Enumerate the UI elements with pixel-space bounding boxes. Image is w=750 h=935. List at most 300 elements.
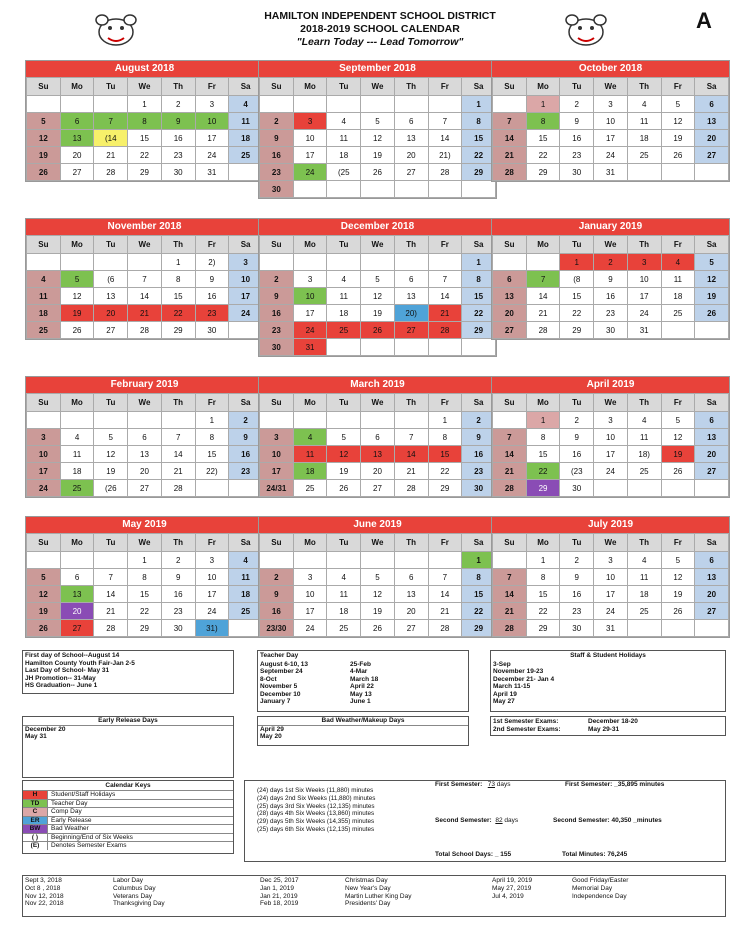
- day-cell[interactable]: 27: [493, 322, 527, 339]
- day-cell[interactable]: 3: [594, 96, 628, 113]
- day-cell[interactable]: 15: [428, 446, 462, 463]
- day-cell[interactable]: 18: [627, 586, 661, 603]
- day-cell[interactable]: 2: [161, 96, 195, 113]
- day-cell[interactable]: 11: [293, 446, 327, 463]
- day-cell[interactable]: 26: [695, 305, 729, 322]
- day-cell[interactable]: 21: [428, 603, 462, 620]
- day-cell[interactable]: 29: [462, 164, 496, 181]
- day-cell[interactable]: 16: [560, 586, 594, 603]
- day-cell[interactable]: 30: [462, 480, 496, 497]
- day-cell[interactable]: 24: [594, 463, 628, 480]
- day-cell[interactable]: 2: [594, 254, 628, 271]
- day-cell[interactable]: [361, 181, 395, 198]
- day-cell[interactable]: 24: [293, 322, 327, 339]
- day-cell[interactable]: 1: [560, 254, 594, 271]
- day-cell[interactable]: 20: [60, 603, 94, 620]
- day-cell[interactable]: 21: [394, 463, 428, 480]
- day-cell[interactable]: [27, 96, 61, 113]
- day-cell[interactable]: 19: [661, 130, 695, 147]
- day-cell[interactable]: 9: [594, 271, 628, 288]
- day-cell[interactable]: 10: [260, 446, 294, 463]
- day-cell[interactable]: 21: [161, 463, 195, 480]
- day-cell[interactable]: 23: [161, 147, 195, 164]
- day-cell[interactable]: 27: [394, 620, 428, 637]
- day-cell[interactable]: 25: [229, 603, 263, 620]
- day-cell[interactable]: 2: [560, 552, 594, 569]
- day-cell[interactable]: 16: [560, 130, 594, 147]
- day-cell[interactable]: [394, 96, 428, 113]
- day-cell[interactable]: 3: [627, 254, 661, 271]
- day-cell[interactable]: 3: [594, 412, 628, 429]
- day-cell[interactable]: 4: [627, 552, 661, 569]
- day-cell[interactable]: 15: [526, 586, 560, 603]
- day-cell[interactable]: [327, 96, 361, 113]
- day-cell[interactable]: 14: [428, 586, 462, 603]
- day-cell[interactable]: 24: [27, 480, 61, 497]
- day-cell[interactable]: [695, 164, 729, 181]
- day-cell[interactable]: 10: [594, 429, 628, 446]
- day-cell[interactable]: 5: [361, 113, 395, 130]
- day-cell[interactable]: 30: [260, 181, 294, 198]
- day-cell[interactable]: 13: [128, 446, 162, 463]
- day-cell[interactable]: 4: [661, 254, 695, 271]
- day-cell[interactable]: [594, 480, 628, 497]
- day-cell[interactable]: [260, 552, 294, 569]
- day-cell[interactable]: 22: [128, 603, 162, 620]
- day-cell[interactable]: 8: [462, 113, 496, 130]
- day-cell[interactable]: 28: [526, 322, 560, 339]
- day-cell[interactable]: 15: [462, 288, 496, 305]
- day-cell[interactable]: 20: [128, 463, 162, 480]
- day-cell[interactable]: [394, 254, 428, 271]
- day-cell[interactable]: 4: [293, 429, 327, 446]
- day-cell[interactable]: [695, 322, 729, 339]
- day-cell[interactable]: 31): [195, 620, 229, 637]
- day-cell[interactable]: 3: [594, 552, 628, 569]
- day-cell[interactable]: 15: [161, 288, 195, 305]
- day-cell[interactable]: 16: [229, 446, 263, 463]
- day-cell[interactable]: 27: [94, 322, 128, 339]
- day-cell[interactable]: 11: [661, 271, 695, 288]
- day-cell[interactable]: 18: [327, 603, 361, 620]
- day-cell[interactable]: [128, 254, 162, 271]
- day-cell[interactable]: 6: [695, 96, 729, 113]
- day-cell[interactable]: 28: [94, 620, 128, 637]
- day-cell[interactable]: [462, 181, 496, 198]
- day-cell[interactable]: [627, 164, 661, 181]
- day-cell[interactable]: 3: [195, 552, 229, 569]
- day-cell[interactable]: 15: [560, 288, 594, 305]
- day-cell[interactable]: [627, 480, 661, 497]
- day-cell[interactable]: 5: [60, 271, 94, 288]
- day-cell[interactable]: 11: [60, 446, 94, 463]
- day-cell[interactable]: 3: [260, 429, 294, 446]
- day-cell[interactable]: 19: [361, 147, 395, 164]
- day-cell[interactable]: 19: [661, 446, 695, 463]
- day-cell[interactable]: [260, 254, 294, 271]
- day-cell[interactable]: [361, 552, 395, 569]
- day-cell[interactable]: 15: [128, 586, 162, 603]
- day-cell[interactable]: 9: [195, 271, 229, 288]
- day-cell[interactable]: 27: [60, 620, 94, 637]
- day-cell[interactable]: 3: [195, 96, 229, 113]
- day-cell[interactable]: 16: [560, 446, 594, 463]
- day-cell[interactable]: 20: [94, 305, 128, 322]
- day-cell[interactable]: 7: [428, 271, 462, 288]
- day-cell[interactable]: 25: [229, 147, 263, 164]
- day-cell[interactable]: 17: [229, 288, 263, 305]
- day-cell[interactable]: 21): [428, 147, 462, 164]
- day-cell[interactable]: 20: [695, 130, 729, 147]
- day-cell[interactable]: 6: [394, 271, 428, 288]
- day-cell[interactable]: 7: [428, 569, 462, 586]
- day-cell[interactable]: 19: [695, 288, 729, 305]
- day-cell[interactable]: 15: [128, 130, 162, 147]
- day-cell[interactable]: 22): [195, 463, 229, 480]
- day-cell[interactable]: 4: [60, 429, 94, 446]
- day-cell[interactable]: 9: [260, 130, 294, 147]
- day-cell[interactable]: 2: [260, 569, 294, 586]
- day-cell[interactable]: 26: [361, 322, 395, 339]
- day-cell[interactable]: 12: [27, 586, 61, 603]
- day-cell[interactable]: 26: [661, 603, 695, 620]
- day-cell[interactable]: 9: [260, 586, 294, 603]
- day-cell[interactable]: 6: [128, 429, 162, 446]
- day-cell[interactable]: [260, 96, 294, 113]
- day-cell[interactable]: 13: [695, 113, 729, 130]
- day-cell[interactable]: 10: [293, 586, 327, 603]
- day-cell[interactable]: 16: [260, 147, 294, 164]
- day-cell[interactable]: 6: [361, 429, 395, 446]
- day-cell[interactable]: [493, 552, 527, 569]
- day-cell[interactable]: 22: [526, 603, 560, 620]
- day-cell[interactable]: 12: [94, 446, 128, 463]
- day-cell[interactable]: 6: [394, 569, 428, 586]
- day-cell[interactable]: 22: [462, 305, 496, 322]
- day-cell[interactable]: 30: [560, 164, 594, 181]
- day-cell[interactable]: 14: [128, 288, 162, 305]
- day-cell[interactable]: 29: [462, 322, 496, 339]
- day-cell[interactable]: 18: [27, 305, 61, 322]
- day-cell[interactable]: 27: [394, 322, 428, 339]
- day-cell[interactable]: 25: [327, 322, 361, 339]
- day-cell[interactable]: [60, 552, 94, 569]
- day-cell[interactable]: 27: [128, 480, 162, 497]
- day-cell[interactable]: 23: [161, 603, 195, 620]
- day-cell[interactable]: 12: [60, 288, 94, 305]
- day-cell[interactable]: 11: [27, 288, 61, 305]
- day-cell[interactable]: [327, 254, 361, 271]
- day-cell[interactable]: 21: [128, 305, 162, 322]
- day-cell[interactable]: 20: [493, 305, 527, 322]
- day-cell[interactable]: 30: [195, 322, 229, 339]
- day-cell[interactable]: 3: [293, 113, 327, 130]
- day-cell[interactable]: 25: [627, 603, 661, 620]
- day-cell[interactable]: 4: [627, 412, 661, 429]
- day-cell[interactable]: 11: [627, 429, 661, 446]
- day-cell[interactable]: 31: [627, 322, 661, 339]
- day-cell[interactable]: 13: [60, 586, 94, 603]
- day-cell[interactable]: 15: [526, 446, 560, 463]
- day-cell[interactable]: 6: [695, 552, 729, 569]
- day-cell[interactable]: 2: [260, 113, 294, 130]
- day-cell[interactable]: 14: [161, 446, 195, 463]
- day-cell[interactable]: [428, 552, 462, 569]
- day-cell[interactable]: 6: [493, 271, 527, 288]
- day-cell[interactable]: 9: [161, 113, 195, 130]
- day-cell[interactable]: 7: [128, 271, 162, 288]
- day-cell[interactable]: 16: [161, 586, 195, 603]
- day-cell[interactable]: 24: [293, 164, 327, 181]
- day-cell[interactable]: 19: [361, 305, 395, 322]
- day-cell[interactable]: 31: [594, 164, 628, 181]
- day-cell[interactable]: 1: [195, 412, 229, 429]
- day-cell[interactable]: 14: [493, 446, 527, 463]
- day-cell[interactable]: 7: [428, 113, 462, 130]
- day-cell[interactable]: 8: [526, 113, 560, 130]
- day-cell[interactable]: 3: [293, 569, 327, 586]
- day-cell[interactable]: [661, 480, 695, 497]
- day-cell[interactable]: 28: [428, 322, 462, 339]
- day-cell[interactable]: [428, 96, 462, 113]
- day-cell[interactable]: 8: [128, 113, 162, 130]
- day-cell[interactable]: [695, 620, 729, 637]
- day-cell[interactable]: 17: [293, 603, 327, 620]
- day-cell[interactable]: 30: [161, 620, 195, 637]
- day-cell[interactable]: 23: [260, 322, 294, 339]
- day-cell[interactable]: 23/30: [260, 620, 294, 637]
- day-cell[interactable]: 5: [27, 569, 61, 586]
- day-cell[interactable]: 1: [526, 412, 560, 429]
- day-cell[interactable]: 28: [161, 480, 195, 497]
- day-cell[interactable]: 12: [661, 569, 695, 586]
- day-cell[interactable]: 21: [94, 603, 128, 620]
- day-cell[interactable]: 1: [128, 552, 162, 569]
- day-cell[interactable]: 7: [161, 429, 195, 446]
- day-cell[interactable]: 29: [526, 480, 560, 497]
- day-cell[interactable]: 5: [661, 412, 695, 429]
- day-cell[interactable]: (8: [560, 271, 594, 288]
- day-cell[interactable]: 24/31: [260, 480, 294, 497]
- day-cell[interactable]: 12: [27, 130, 61, 147]
- day-cell[interactable]: [27, 254, 61, 271]
- day-cell[interactable]: 5: [361, 271, 395, 288]
- day-cell[interactable]: 22: [526, 147, 560, 164]
- day-cell[interactable]: 18: [661, 288, 695, 305]
- day-cell[interactable]: 22: [128, 147, 162, 164]
- day-cell[interactable]: 20: [695, 586, 729, 603]
- day-cell[interactable]: 14: [428, 288, 462, 305]
- day-cell[interactable]: 18: [327, 305, 361, 322]
- day-cell[interactable]: 21: [493, 463, 527, 480]
- day-cell[interactable]: 18: [327, 147, 361, 164]
- day-cell[interactable]: 11: [229, 113, 263, 130]
- day-cell[interactable]: 9: [260, 288, 294, 305]
- day-cell[interactable]: 1: [526, 96, 560, 113]
- day-cell[interactable]: 20: [695, 446, 729, 463]
- day-cell[interactable]: 10: [195, 569, 229, 586]
- day-cell[interactable]: 22: [526, 463, 560, 480]
- day-cell[interactable]: 16: [594, 288, 628, 305]
- day-cell[interactable]: [493, 96, 527, 113]
- day-cell[interactable]: 25: [27, 322, 61, 339]
- day-cell[interactable]: 27: [394, 164, 428, 181]
- day-cell[interactable]: 29: [428, 480, 462, 497]
- day-cell[interactable]: [94, 412, 128, 429]
- day-cell[interactable]: 11: [229, 569, 263, 586]
- day-cell[interactable]: 17: [260, 463, 294, 480]
- day-cell[interactable]: 12: [327, 446, 361, 463]
- day-cell[interactable]: 2: [260, 271, 294, 288]
- day-cell[interactable]: 14: [94, 586, 128, 603]
- day-cell[interactable]: [394, 181, 428, 198]
- day-cell[interactable]: 2: [560, 96, 594, 113]
- day-cell[interactable]: 10: [627, 271, 661, 288]
- day-cell[interactable]: 20: [394, 147, 428, 164]
- day-cell[interactable]: [161, 412, 195, 429]
- day-cell[interactable]: 26: [60, 322, 94, 339]
- day-cell[interactable]: 13: [394, 586, 428, 603]
- day-cell[interactable]: 29: [560, 322, 594, 339]
- day-cell[interactable]: 8: [462, 271, 496, 288]
- day-cell[interactable]: 2): [195, 254, 229, 271]
- day-cell[interactable]: 6: [60, 569, 94, 586]
- day-cell[interactable]: 2: [229, 412, 263, 429]
- day-cell[interactable]: [661, 620, 695, 637]
- day-cell[interactable]: 1: [428, 412, 462, 429]
- day-cell[interactable]: 30: [594, 322, 628, 339]
- day-cell[interactable]: 14: [526, 288, 560, 305]
- day-cell[interactable]: 20: [60, 147, 94, 164]
- day-cell[interactable]: 17: [195, 586, 229, 603]
- day-cell[interactable]: [627, 620, 661, 637]
- day-cell[interactable]: [293, 412, 327, 429]
- day-cell[interactable]: 27: [60, 164, 94, 181]
- day-cell[interactable]: 23: [594, 305, 628, 322]
- day-cell[interactable]: 4: [27, 271, 61, 288]
- day-cell[interactable]: [60, 96, 94, 113]
- day-cell[interactable]: (25: [327, 164, 361, 181]
- day-cell[interactable]: 3: [27, 429, 61, 446]
- day-cell[interactable]: 11: [627, 113, 661, 130]
- day-cell[interactable]: 9: [560, 569, 594, 586]
- day-cell[interactable]: 2: [462, 412, 496, 429]
- day-cell[interactable]: [293, 552, 327, 569]
- day-cell[interactable]: 14: [493, 130, 527, 147]
- day-cell[interactable]: 23: [229, 463, 263, 480]
- day-cell[interactable]: [327, 412, 361, 429]
- day-cell[interactable]: 7: [493, 429, 527, 446]
- day-cell[interactable]: 22: [428, 463, 462, 480]
- day-cell[interactable]: 30: [161, 164, 195, 181]
- day-cell[interactable]: [493, 254, 527, 271]
- day-cell[interactable]: 14: [428, 130, 462, 147]
- day-cell[interactable]: 5: [94, 429, 128, 446]
- day-cell[interactable]: 27: [695, 147, 729, 164]
- day-cell[interactable]: 29: [128, 620, 162, 637]
- day-cell[interactable]: 24: [195, 147, 229, 164]
- day-cell[interactable]: 22: [462, 147, 496, 164]
- day-cell[interactable]: 19: [60, 305, 94, 322]
- day-cell[interactable]: 26: [327, 480, 361, 497]
- day-cell[interactable]: 31: [293, 339, 327, 356]
- day-cell[interactable]: 12: [661, 113, 695, 130]
- day-cell[interactable]: 23: [195, 305, 229, 322]
- day-cell[interactable]: [493, 412, 527, 429]
- day-cell[interactable]: 8: [161, 271, 195, 288]
- day-cell[interactable]: 21: [526, 305, 560, 322]
- day-cell[interactable]: 23: [462, 463, 496, 480]
- day-cell[interactable]: 1: [462, 552, 496, 569]
- day-cell[interactable]: 13: [60, 130, 94, 147]
- day-cell[interactable]: 18): [627, 446, 661, 463]
- day-cell[interactable]: 19: [361, 603, 395, 620]
- day-cell[interactable]: 8: [195, 429, 229, 446]
- day-cell[interactable]: (6: [94, 271, 128, 288]
- day-cell[interactable]: [293, 181, 327, 198]
- day-cell[interactable]: [27, 412, 61, 429]
- day-cell[interactable]: [661, 322, 695, 339]
- day-cell[interactable]: 18: [293, 463, 327, 480]
- day-cell[interactable]: 4: [627, 96, 661, 113]
- day-cell[interactable]: 17: [195, 130, 229, 147]
- day-cell[interactable]: [394, 412, 428, 429]
- day-cell[interactable]: 4: [229, 96, 263, 113]
- day-cell[interactable]: 12: [661, 429, 695, 446]
- day-cell[interactable]: 29: [128, 164, 162, 181]
- day-cell[interactable]: 1: [161, 254, 195, 271]
- day-cell[interactable]: 1: [526, 552, 560, 569]
- day-cell[interactable]: 9: [229, 429, 263, 446]
- day-cell[interactable]: [394, 552, 428, 569]
- day-cell[interactable]: 11: [627, 569, 661, 586]
- day-cell[interactable]: 25: [627, 463, 661, 480]
- day-cell[interactable]: 13: [94, 288, 128, 305]
- day-cell[interactable]: [361, 96, 395, 113]
- day-cell[interactable]: 26: [661, 463, 695, 480]
- day-cell[interactable]: 13: [394, 288, 428, 305]
- day-cell[interactable]: 22: [462, 603, 496, 620]
- day-cell[interactable]: [94, 254, 128, 271]
- day-cell[interactable]: 23: [560, 603, 594, 620]
- day-cell[interactable]: 24: [195, 603, 229, 620]
- day-cell[interactable]: 15: [526, 130, 560, 147]
- day-cell[interactable]: 16: [161, 130, 195, 147]
- day-cell[interactable]: 6: [60, 113, 94, 130]
- day-cell[interactable]: [526, 254, 560, 271]
- day-cell[interactable]: 31: [594, 620, 628, 637]
- day-cell[interactable]: 18: [627, 130, 661, 147]
- day-cell[interactable]: 29: [462, 620, 496, 637]
- day-cell[interactable]: 18: [60, 463, 94, 480]
- day-cell[interactable]: 20: [361, 463, 395, 480]
- day-cell[interactable]: 16: [195, 288, 229, 305]
- day-cell[interactable]: 14: [394, 446, 428, 463]
- day-cell[interactable]: 11: [327, 288, 361, 305]
- day-cell[interactable]: 23: [260, 164, 294, 181]
- day-cell[interactable]: 26: [661, 147, 695, 164]
- day-cell[interactable]: 29: [161, 322, 195, 339]
- day-cell[interactable]: 5: [27, 113, 61, 130]
- day-cell[interactable]: [27, 552, 61, 569]
- day-cell[interactable]: 25: [293, 480, 327, 497]
- day-cell[interactable]: 5: [661, 96, 695, 113]
- day-cell[interactable]: 10: [195, 113, 229, 130]
- day-cell[interactable]: 8: [128, 569, 162, 586]
- day-cell[interactable]: (23: [560, 463, 594, 480]
- day-cell[interactable]: [361, 339, 395, 356]
- day-cell[interactable]: 9: [161, 569, 195, 586]
